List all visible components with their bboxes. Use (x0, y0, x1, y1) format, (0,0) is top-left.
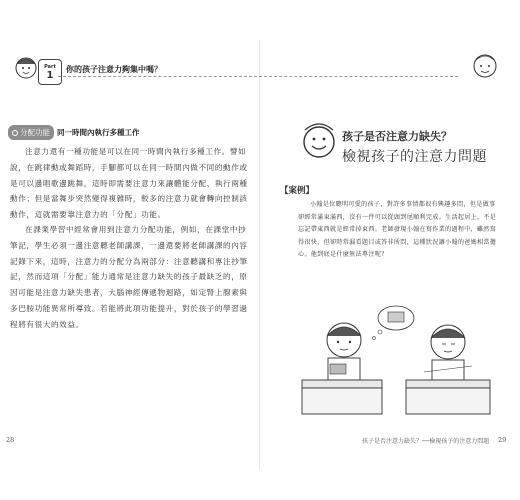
page-number-right: 29 (498, 436, 507, 444)
running-footer: 孩子是否注意力缺失？──檢視孩子的注意力問題 (362, 438, 490, 445)
part-label: Part (44, 63, 56, 70)
part-badge (38, 59, 62, 85)
section-tag-label: 分配功能 (20, 128, 50, 137)
page-number-left: 28 (6, 436, 15, 444)
bullet-icon (12, 130, 18, 136)
child-head-icon (14, 54, 38, 86)
page-title: 檢視孩子的注意力問題 (342, 149, 487, 165)
children-at-desks-illustration (296, 300, 496, 432)
section-title: 同一時間內執行多種工作 (57, 128, 140, 137)
body-paragraph: 在課業學習中經常會用到注意力分配功能，例如，在課堂中抄筆記，學生必須一邊注意聽老師講課，一邊還要將老師講課的內容記錄下來，這時，注意力的分配分為兩部分：注意聽講和專注抄筆記，然而這項「分配」能力通常是注意力缺失的孩子最缺乏的，原因可能是注意力缺失患者，大腦神經傳遞物迴路，如定腎上腺素與多巴胺功能異常所導致。若能將此項功能提升，對於孩子的學習過程將有很大的效益。 (10, 225, 248, 329)
case-text: 小翰是位聰明可愛的孩子，對許多事情都很有興趣多問，但是做事卻經常滿東滿西，沒有一件可以從頭到尾順利完成。生活起居上，不是忘記帶東西就是經常掉東西。老師發現小翰在寫作業的過程中，雖然寫得很快，但卻時常漏看題目或答非所問，這種狀況讓小翰的爸媽相當擔心。他到底是什麼無法專注呢？ (298, 201, 497, 259)
part-number: 1 (46, 69, 54, 81)
page-gutter (259, 40, 260, 470)
body-paragraph: 注意力還有一種功能是可以在同一時間內執行多種工作。譬如說，在跳律動或舞蹈時，手腳都可以在同一時間內做不同的動作或是可以邊唱歌邊跳舞，這時即需要注意力來讓體能分配、執行兩種動作；但是當舞步突然變得複雜時，較多的注意力就會轉向控制該動作，這就需要靠注意力的「分配」功能。 (10, 147, 248, 220)
child-head-icon (470, 50, 500, 84)
header-divider (58, 76, 458, 78)
title-question: 孩子是否注意力缺失？ (342, 130, 452, 143)
chapter-title: 你的孩子注意力夠集中嗎？ (66, 65, 162, 74)
smiley-face-icon (297, 120, 341, 164)
section-tag (8, 125, 54, 140)
case-label: 【案例】 (280, 186, 315, 196)
section-heading (8, 125, 140, 140)
